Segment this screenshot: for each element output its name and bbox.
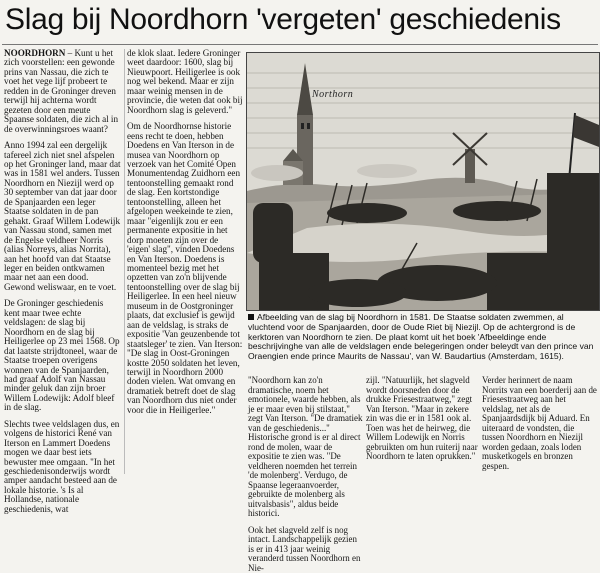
article-column-2: [127, 49, 243, 415]
article-column-1: [4, 49, 121, 514]
article-paragraph: Verder herinnert de naam Norrits van een boerderij aan de Friesestraatweg aan het veldslag, net als de Spanjaardsdijk bij Aduard. En uiteraard de vondsten, die tussen Noordhorn en Niezijl worden gedaan, zoals loden musketkogels en bronzen gespen.: [482, 376, 598, 471]
photo-caption: Afbeelding van de slag bij Noordhorn in 1581. De Staatse soldaten zwemmen, al vluchtend voor de Spanjaarden, door de Oude Riet bij Niezijl. Op de achtergrond is de kerktoren van Noordhorn te zien. De plaat komt uit het boek 'Afbeeldinge ende beschrijvinghe van alle de veldslagen ende belegeringen onder beleydt van den prince van Oraengien ende prince Maurits de Nassau', van W. Baudartius (Amsterdam, 1615).: [248, 313, 598, 362]
article-column-5: [482, 376, 598, 471]
battle-engraving: [246, 52, 600, 311]
town-label: Northorn: [312, 89, 353, 100]
article-column-4: [366, 376, 478, 462]
headline: Slag bij Noordhorn 'vergeten' geschiedenis: [5, 0, 597, 40]
article-paragraph: Slechts twee veldslagen dus, en volgens de historici René van Iterson en Lammert Doedens mogen we daar best iets bewuster mee omgaan. "In het geschiedenisonderwijs wordt amper aandacht besteed aan de lokale historie. 's Is al Hollandse, nationale geschiedenis, wat: [4, 420, 121, 515]
dateline: NOORDHORN: [4, 48, 65, 58]
article-paragraph: De Groninger geschiedenis kent maar twee echte veldslagen: de slag bij Noordhorn en de slag bij Heiligerlee op 23 mei 1568. Op dat laatste strijdtoneel, waar de Staatse troepen overigens wonnen van de Spanjaarden, had graaf Adolf van Nassau minder geluk dan zijn broer Willem Lodewijk: Adolf bleef in de slag.: [4, 299, 121, 412]
article-paragraph: zijl. "Natuurlijk, het slagveld wordt doorsneden door de drukke Friesestraatweg," zegt Van Iterson. "Maar in zekere zin was die er in 1581 ook al. Toen was het de heirweg, die Willem Lodewijk en Norris gebruikten om hun ruiterij naar Noordhorn te laten oprukken.": [366, 376, 478, 462]
article-column-3: [248, 376, 363, 573]
article-paragraph: Anno 1994 zal een dergelijk tafereel zich niet snel afspelen op het Groninger land, maar dat was in 1581 wel anders. Tussen Noordhorn en Niezijl werd op 30 september van dat jaar door de Spanjaarden een leger Staatse soldaten in de pan gehakt. Graaf Willem Lodewijk van Nassau stond, samen met de Engelse veldheer Norris (alias Norreys, alias Norrita), aan het hoofd van dat Staatse leger en beiden ontkwamen maar net aan een dood. Gewond weliswaar, en te voet.: [4, 141, 121, 292]
article-paragraph: de klok slaat. Iedere Groninger weet daardoor: 1600, slag bij Nieuwpoort. Heiligerlee is ook nog wel bekend. Maar er zijn maar weinig mensen in de provincie, die weten dat ook bij Noordhorn slag is geleverd.": [127, 49, 243, 115]
article-paragraph: Historische grond is er al direct rond de molen, waar de expositie te zien was. "De veldheren noemden het terrein 'de molenberg'. Verdugo, de Spaanse legeraanvoerder, gebruikte de molenberg als uitvalsbasis", aldus beide historici.: [248, 433, 363, 519]
headline-rule: [2, 44, 598, 45]
battle-engraving-image: [247, 53, 599, 310]
article-paragraph: Om de Noordhornse historie eens recht te doen, hebben Doedens en Van Iterson in de musea van Noordhorn op verzoek van het Comité Open Monumentendag Zuidhorn een tentoonstelling gemaakt rond de slag. Een kortstondige tentoonstelling, alleen het afgelopen weekeinde te zien, maar "eigenlijk zou er een permanente expositie in het dorp moeten zijn over de 'eigen' slag", vinden Doedens en Van Iterson. Doedens is momenteel bezig met het opzetten van zo'n blijvende tentoonstelling over de slag bij Heiligerlee. In een heel nieuw museum in de Oostgroninger plaats, dat exclusief is gewijd aan de veldslag, is straks de expositie 'Van geuzenbende tot staatsleger' te zien. Van Iterson: "De slag in Oost-Groningen kostte 2050 soldaten het leven, terwijl in Noordhorn 2000 doden vielen. Wat omvang en dramatiek betreft doet de slag van Noordhorn dus niet onder voor die in Heiligerlee.": [127, 122, 243, 415]
article-paragraph: "Noordhorn kan zo'n dramatische, noem het emotionele, waarde hebben, als je er maar even bij stilstaat," zegt Van Iterson. "De dramatiek van de geschiedenis...": [248, 376, 363, 433]
article-paragraph: NOORDHORN – Kunt u het zich voorstellen: een gewonde prins van Nassau, die zich te voet het vege lijf probeert te redden in de Groninger dreven terwijl hij achterna wordt gezeten door een meute Spaanse soldaten, die zich al in de overwinningsroes waant?: [4, 49, 121, 134]
caption-bullet-icon: [248, 314, 254, 320]
article-paragraph: Ook het slagveld zelf is nog intact. Landschappelijk gezien is er in 413 jaar weinig veranderd tussen Noordhorn en Nie-: [248, 526, 363, 573]
column-divider: [124, 49, 125, 474]
